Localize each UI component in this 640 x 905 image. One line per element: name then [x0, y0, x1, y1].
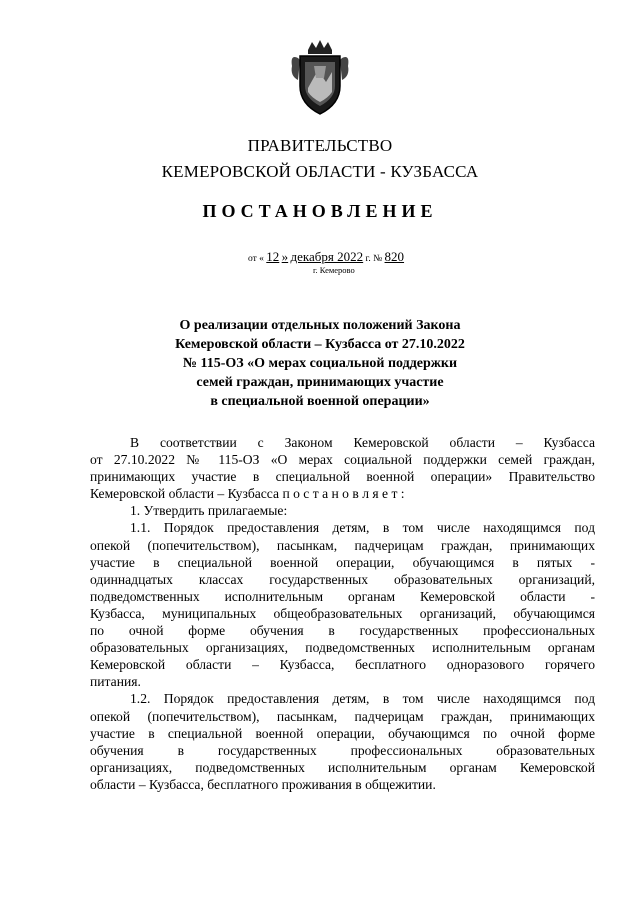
date-number-line [248, 249, 404, 265]
date-prefix: от « [248, 254, 264, 264]
document-title [150, 316, 490, 411]
document-type: ПОСТАНОВЛЕНИЕ [202, 201, 438, 221]
document-number: 820 [384, 249, 405, 264]
organization-name-line1: ПРАВИТЕЛЬСТВО [247, 136, 393, 155]
city: г. Кемерово [313, 265, 355, 275]
body-line: от 27.10.2022 № 115-ОЗ «О мерах социальной поддержки семей граждан, [90, 452, 595, 468]
body-line: принимающих участие в специальной военной операции» Правительство [90, 469, 595, 485]
body-line: участие в специальной военной операции, обучающимся в пятых - [90, 554, 595, 570]
date-suffix: г. № [365, 254, 383, 264]
title-line: Кемеровской области – Кузбасса от 27.10.2022 [175, 337, 465, 352]
body-line: образовательных организациях, подведомственных исполнительным органам [90, 640, 595, 656]
date-mid: » [281, 249, 289, 264]
body-line: Кемеровской области – Кузбасса, бесплатного одноразового горячего [90, 657, 595, 673]
document-body [90, 434, 595, 793]
body-line: по очной форме обучения в государственных профессиональных [90, 623, 595, 639]
date-month-year: декабря 2022 [290, 249, 364, 264]
organization-name-line2: КЕМЕРОВСКОЙ ОБЛАСТИ - КУЗБАССА [161, 162, 479, 181]
body-line: 1.2. Порядок предоставления детям, в том числе находящимся под [130, 691, 595, 707]
coat-of-arms-icon [288, 40, 352, 118]
body-line: В соответствии с Законом Кемеровской области – Кузбасса [130, 435, 595, 450]
body-line: Кузбасса, муниципальных общеобразовательных организаций, обучающимся [90, 605, 595, 621]
title-line: в специальной военной операции» [210, 394, 430, 409]
body-line: организациях, подведомственных исполнительным органам Кемеровской [90, 759, 595, 775]
body-line: одиннадцатых классах государственных образовательных организаций, [90, 571, 595, 587]
body-line: подведомственных исполнительным органам Кемеровской области - [90, 588, 595, 604]
body-line [90, 485, 595, 502]
body-line: участие в специальной военной операции, обучающимся по очной форме [90, 725, 595, 741]
body-line: 1.1. Порядок предоставления детям, в том числе находящимся под [130, 520, 595, 536]
body-line: опекой (попечительством), пасынкам, падчерицам граждан, принимающих [90, 708, 595, 724]
body-line: питания. [90, 674, 141, 690]
title-line: семей граждан, принимающих участие [196, 375, 444, 390]
body-line: области – Кузбасса, бесплатного проживания в общежитии. [90, 776, 436, 792]
body-line: обучения в государственных профессиональных образовательных [90, 742, 595, 758]
body-text: Кемеровской области – Кузбасса [90, 486, 280, 502]
body-text-spaced: п о с т а н о в л я е т : [282, 486, 405, 502]
title-line: № 115-ОЗ «О мерах социальной поддержки [182, 356, 458, 371]
title-line: О реализации отдельных положений Закона [179, 318, 461, 333]
item-1: 1. Утвердить прилагаемые: [130, 503, 288, 519]
date-day: 12 [266, 249, 280, 264]
body-line: опекой (попечительством), пасынкам, падчерицам граждан, принимающих [90, 537, 595, 553]
